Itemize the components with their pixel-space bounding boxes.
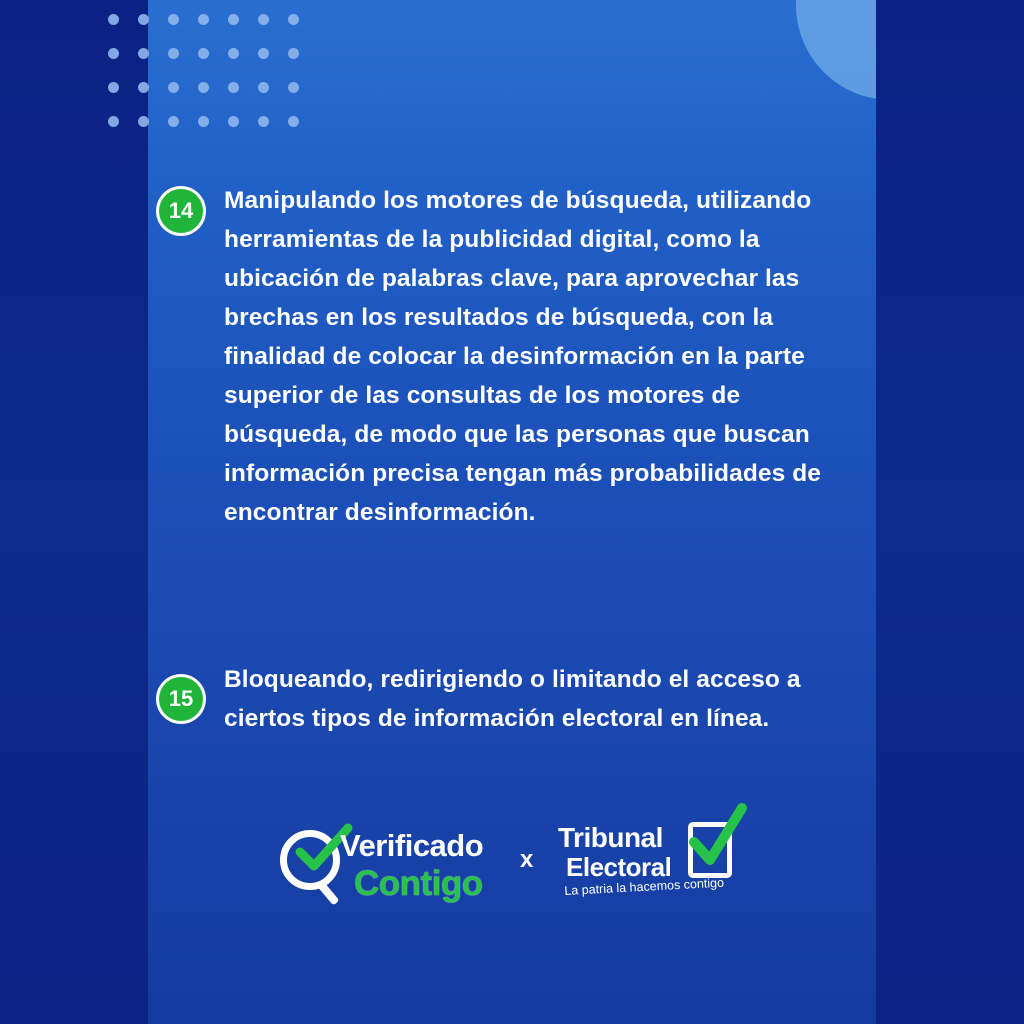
dot xyxy=(138,82,149,93)
dot xyxy=(228,82,239,93)
logo-text-electoral: Electoral xyxy=(566,852,672,882)
dot xyxy=(228,116,239,127)
text-line: ciertos tipos de información electoral en línea. xyxy=(224,705,770,732)
text-line: superior de las consultas de los motores de xyxy=(224,382,741,409)
dot xyxy=(288,116,299,127)
dot xyxy=(138,116,149,127)
magnifier-handle xyxy=(317,880,340,905)
logo-slogan: La patria la hacemos contigo xyxy=(564,875,725,898)
dot xyxy=(198,48,209,59)
dot xyxy=(258,14,269,25)
text-line: herramientas de la publicidad digital, como la xyxy=(224,226,760,253)
dot xyxy=(228,48,239,59)
dot xyxy=(108,14,119,25)
text-line: ubicación de palabras clave, para aprovechar las xyxy=(224,265,800,292)
dot xyxy=(198,82,209,93)
background-left xyxy=(0,0,148,1024)
dot xyxy=(168,116,179,127)
text-line: Manipulando los motores de búsqueda, utilizando xyxy=(224,187,812,214)
dot xyxy=(168,82,179,93)
dot xyxy=(288,48,299,59)
item-number-badge: 14 xyxy=(159,189,203,233)
background-right xyxy=(876,0,1024,1024)
item-number-badge: 15 xyxy=(159,677,203,721)
tribunal-electoral-logo xyxy=(558,808,758,918)
text-line: Bloqueando, redirigiendo o limitando el acceso a xyxy=(224,666,801,693)
logo-separator: x xyxy=(520,846,534,873)
dot xyxy=(138,48,149,59)
dot xyxy=(168,14,179,25)
logo-text-verificado: Verificado xyxy=(340,828,484,863)
dot xyxy=(108,82,119,93)
item-text-14 xyxy=(224,181,821,532)
item-text-15 xyxy=(224,660,801,738)
text-line: brechas en los resultados de búsqueda, con la xyxy=(224,304,774,331)
logo-text-tribunal: Tribunal xyxy=(558,822,663,853)
dot xyxy=(258,116,269,127)
decorative-dot-grid xyxy=(104,10,314,130)
dot xyxy=(288,82,299,93)
dot xyxy=(258,48,269,59)
footer-logos xyxy=(278,808,758,918)
text-line: finalidad de colocar la desinformación en la parte xyxy=(224,343,805,370)
dot xyxy=(228,14,239,25)
text-line: información precisa tengan más probabilidades de xyxy=(224,460,822,487)
decorative-circle xyxy=(796,0,876,100)
text-line: encontrar desinformación. xyxy=(224,499,536,526)
dot xyxy=(168,48,179,59)
dot xyxy=(198,14,209,25)
dot xyxy=(198,116,209,127)
dot xyxy=(138,14,149,25)
text-line: búsqueda, de modo que las personas que buscan xyxy=(224,421,810,448)
verificado-contigo-logo xyxy=(278,818,518,908)
checkmark-icon xyxy=(686,802,748,876)
logo-text-contigo: Contigo xyxy=(354,864,483,903)
dot xyxy=(258,82,269,93)
dot xyxy=(108,116,119,127)
dot xyxy=(288,14,299,25)
dot xyxy=(108,48,119,59)
